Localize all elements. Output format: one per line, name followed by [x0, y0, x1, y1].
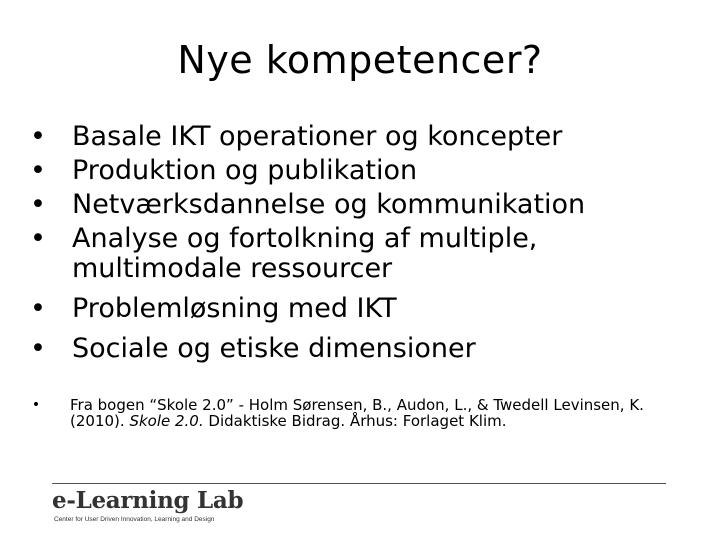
- list-item-text: Basale IKT operationer og koncepter: [72, 121, 563, 152]
- bullet-marker: •: [30, 121, 46, 152]
- bullet-marker: •: [30, 223, 46, 254]
- logo-wordmark: e-Learning Lab: [52, 487, 244, 514]
- list-item: [30, 190, 690, 220]
- list-item-text: Analyse og fortolkning af multiple, multimodale ressourcer: [72, 223, 538, 284]
- competence-list: [30, 122, 690, 368]
- reference-text-after: Didaktiske Bidrag. Århus: Forlaget Klim.: [208, 412, 507, 430]
- list-item-text: Produktion og publikation: [72, 155, 418, 186]
- elearning-lab-logo: [52, 487, 252, 527]
- reference-item: [30, 397, 670, 429]
- logo-subtitle: Center for User Driven Innovation, Learning and Design: [54, 516, 215, 523]
- bullet-marker: •: [30, 293, 46, 324]
- list-item: [30, 294, 690, 324]
- list-item: [30, 224, 690, 284]
- bullet-marker: •: [30, 333, 46, 364]
- list-item: [30, 122, 690, 152]
- list-item-text: Problemløsning med IKT: [72, 293, 397, 324]
- bullet-marker: •: [30, 189, 46, 220]
- reference-book-title: Skole 2.0.: [129, 412, 204, 430]
- bullet-marker: •: [31, 397, 41, 413]
- list-item-text: Sociale og etiske dimensioner: [72, 333, 476, 364]
- bullet-marker: •: [30, 155, 46, 186]
- footer-divider: [52, 483, 666, 484]
- list-item: [30, 156, 690, 186]
- reference-text-before: Fra bogen “Skole 2.0” - Holm Sørensen, B., Audon, L., & Twedell Levinsen, K. (2010).: [70, 396, 644, 430]
- list-item: [30, 334, 690, 364]
- list-item-text: Netværksdannelse og kommunikation: [72, 189, 586, 220]
- slide-title: Nye kompetencer?: [177, 38, 543, 82]
- reference-list: [30, 397, 670, 429]
